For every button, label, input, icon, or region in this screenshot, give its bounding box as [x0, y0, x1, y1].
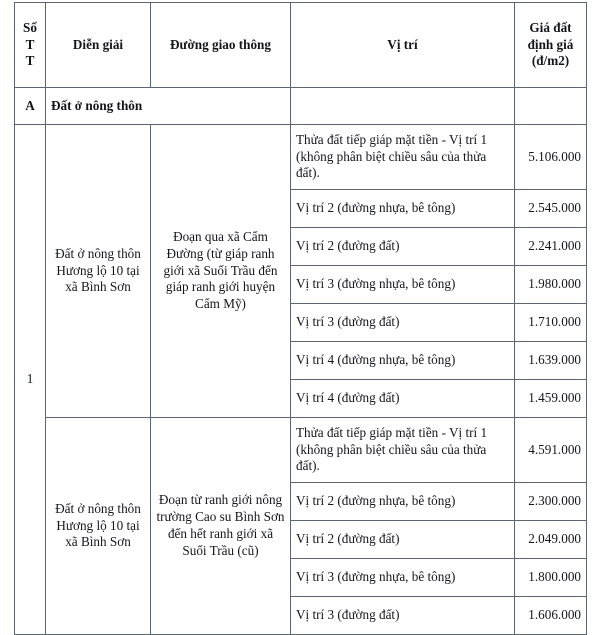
price-cell: 2.241.000: [515, 228, 587, 266]
group-row: [15, 88, 587, 125]
position-cell: Vị trí 2 (đường đất): [291, 228, 515, 266]
price-cell: 2.545.000: [515, 190, 587, 228]
table-row: [15, 418, 587, 483]
gia-dat-line-2: định giá: [527, 36, 574, 52]
price-cell: 1.459.000: [515, 380, 587, 418]
gia-dat-line-3: (đ/m2): [531, 53, 570, 69]
price-cell: 5.106.000: [515, 125, 587, 190]
price-cell: 1.800.000: [515, 559, 587, 597]
column-header-stt: [15, 3, 46, 88]
price-cell: 2.300.000: [515, 483, 587, 521]
group-letter-cell: A: [15, 88, 46, 125]
column-header-dien-giai: Diễn giải: [46, 3, 151, 88]
price-cell: 2.049.000: [515, 521, 587, 559]
column-header-duong-giao-thong: Đường giao thông: [151, 3, 291, 88]
price-cell: 4.591.000: [515, 418, 587, 483]
table-body: [15, 88, 587, 635]
position-cell: Vị trí 4 (đường đất): [291, 380, 515, 418]
position-cell: Vị trí 3 (đường nhựa, bê tông): [291, 559, 515, 597]
land-price-table: [14, 2, 587, 635]
road-cell: Đoạn qua xã Cẩm Đường (từ giáp ranh giới xã Suối Trầu đến giáp ranh giới huyện Cẩm Mỹ): [151, 125, 291, 418]
position-cell: Vị trí 2 (đường nhựa, bê tông): [291, 190, 515, 228]
group-label-cell: Đất ở nông thôn: [46, 88, 291, 125]
gia-dat-line-1: Giá đất: [529, 19, 572, 35]
stt-line-3: T: [25, 53, 35, 69]
description-cell: Đất ở nông thôn Hương lộ 10 tại xã Bình Sơn: [46, 418, 151, 635]
column-header-vi-tri: Vị trí: [291, 3, 515, 88]
price-cell: 1.606.000: [515, 597, 587, 635]
price-cell: 1.639.000: [515, 342, 587, 380]
price-cell: 1.710.000: [515, 304, 587, 342]
position-cell: Vị trí 2 (đường đất): [291, 521, 515, 559]
position-cell: Vị trí 3 (đường đất): [291, 597, 515, 635]
position-cell: Thửa đất tiếp giáp mặt tiền - Vị trí 1 (không phân biệt chiều sâu của thửa đất).: [291, 125, 515, 190]
table-row: [15, 125, 587, 190]
road-cell: Đoạn từ ranh giới nông trường Cao su Bình Sơn đến hết ranh giới xã Suối Trầu (cũ): [151, 418, 291, 635]
document-page: [0, 2, 600, 623]
group-empty-price-cell: [515, 88, 587, 125]
description-cell: Đất ở nông thôn Hương lộ 10 tại xã Bình Sơn: [46, 125, 151, 418]
position-cell: Thửa đất tiếp giáp mặt tiền - Vị trí 1 (không phân biệt chiều sâu của thửa đất).: [291, 418, 515, 483]
position-cell: Vị trí 3 (đường nhựa, bê tông): [291, 266, 515, 304]
position-cell: Vị trí 2 (đường nhựa, bê tông): [291, 483, 515, 521]
header-row: [15, 3, 587, 88]
stt-line-2: T: [25, 36, 35, 52]
stt-line-1: Số: [23, 19, 37, 35]
position-cell: Vị trí 3 (đường đất): [291, 304, 515, 342]
group-empty-vitri-cell: [291, 88, 515, 125]
position-cell: Vị trí 4 (đường nhựa, bê tông): [291, 342, 515, 380]
table-header: [15, 3, 587, 88]
price-cell: 1.980.000: [515, 266, 587, 304]
row-index-cell: 1: [15, 125, 46, 635]
column-header-gia-dat: [515, 3, 587, 88]
